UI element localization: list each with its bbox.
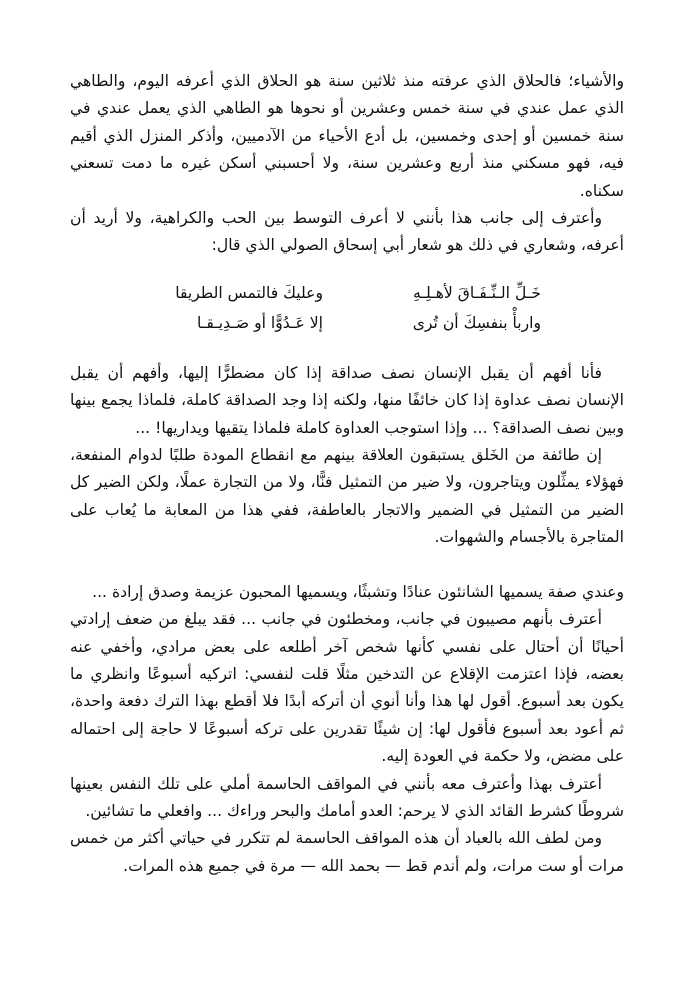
poem-second-hemistich: إلا عَـدُوًّا أو صَـدِيـقـا: [197, 313, 323, 332]
paragraph-intro-poem: وأعترف إلى جانب هذا بأنني لا أعرف التوسط بين الحب والكراهية، ولا أريد أن أعرفه، وشعاري في ذلك هو شعار أبي إسحاق الصولي الذي قال:: [70, 209, 624, 255]
paragraph-continued: والأشياء؛ فالحلاق الذي عرفته منذ ثلاثين سنة هو الحلاق الذي أعرفه اليوم، والطاهي الذي عمل عندي في سنة خمس وعشرين أو نحوها هو الطاهي الذي يعمل عندي في سنة خمسين أو إحدى وخمسين، بل أدع الأحياء من الآدميين، وأذكر المنزل الذي أقيم فيه، فهو مسكني منذ أربع وعشرين سنة، ولا أحسبني أسكن غيره ما دمت تسعني سكناه.: [70, 72, 624, 200]
paragraph: إن طائفة من الخَلق يستبقون العلاقة بينهم مع انقطاع المودة طلبًا لدوام المنفعة، فهؤلاء يمثِّلون ويتاجرون، ولا ضير من التمثيل فنًّا، ولا من التجارة عملًا، ولكن الضير كل الضير من التمثيل في الضمير والاتجار بالعاطفة، ففي هذا من المعابة ما يُعاب على المتاجرة بالأجسام والشهوات.: [70, 446, 624, 547]
poem: [70, 278, 624, 338]
poem-first-hemistich: خَـلِّ الـنِّـفَـاقَ لأهـلِـهِ: [413, 283, 541, 302]
poem-verse: [70, 308, 624, 338]
paragraph: وعندي صفة يسميها الشانئون عنادًا وتشبثًا، ويسميها المحبون عزيمة وصدق إرادة ...: [92, 582, 624, 601]
poem-second-hemistich: وعليكَ فالتمس الطريقا: [175, 283, 323, 302]
poem-first-hemistich: واربأْ بنفسِكَ أن تُرى: [412, 313, 541, 332]
paragraph: ومن لطف الله بالعباد أن هذه المواقف الحاسمة لم تتكرر في حياتي أكثر من خمس مرات أو ست مرات، ولم أندم قط — بحمد الله — مرة في جميع هذه المرات.: [70, 829, 624, 875]
paragraph: أعترف بأنهم مصيبون في جانب، ومخطئون في جانب ... فقد يبلغ من ضعف إرادتي أحيانًا أن أحتال على نفسي كأنها شخص آخر أطلعه على بعض مرادي، وأخفي عنه بعضه، فإذا اعتزمت الإقلاع عن التدخين مثلًا قلت لنفسي: اتركيه أسبوعًا وانظري ما يكون بعد أسبوع. أقول لها هذا وأنا أنوي أن أتركه أبدًا فلا أقطع بهذا الترك دفعة واحدة، ثم أعود بعد أسبوع فأقول لها: إن شيئًا تقدرين على تركه أسبوعًا لا حاجة إلى احتماله على مضض، ولا حكمة في العودة إليه.: [70, 610, 624, 766]
paragraph: فأنا أفهم أن يقبل الإنسان نصف صداقة إذا كان مضطرًّا إليها، وأفهم أن يقبل الإنسان نصف عداوة إذا كان خائفًا منها، ولكنه إذا وجد الصداقة كاملة، فلماذا يجمع بينها وبين نصف الصداقة؟ ... وإذا استوجب العداوة كاملة فلماذا يتقيها ويداريها! ...: [70, 363, 624, 437]
paragraph: أعترف بهذا وأعترف معه بأنني في المواقف الحاسمة أملي على تلك النفس بعينها شروطًا كشرط القائد الذي لا يرحم: العدو أمامك والبحر وراءك ... وافعلي ما تشائين.: [70, 774, 624, 820]
poem-verse: [70, 278, 624, 308]
